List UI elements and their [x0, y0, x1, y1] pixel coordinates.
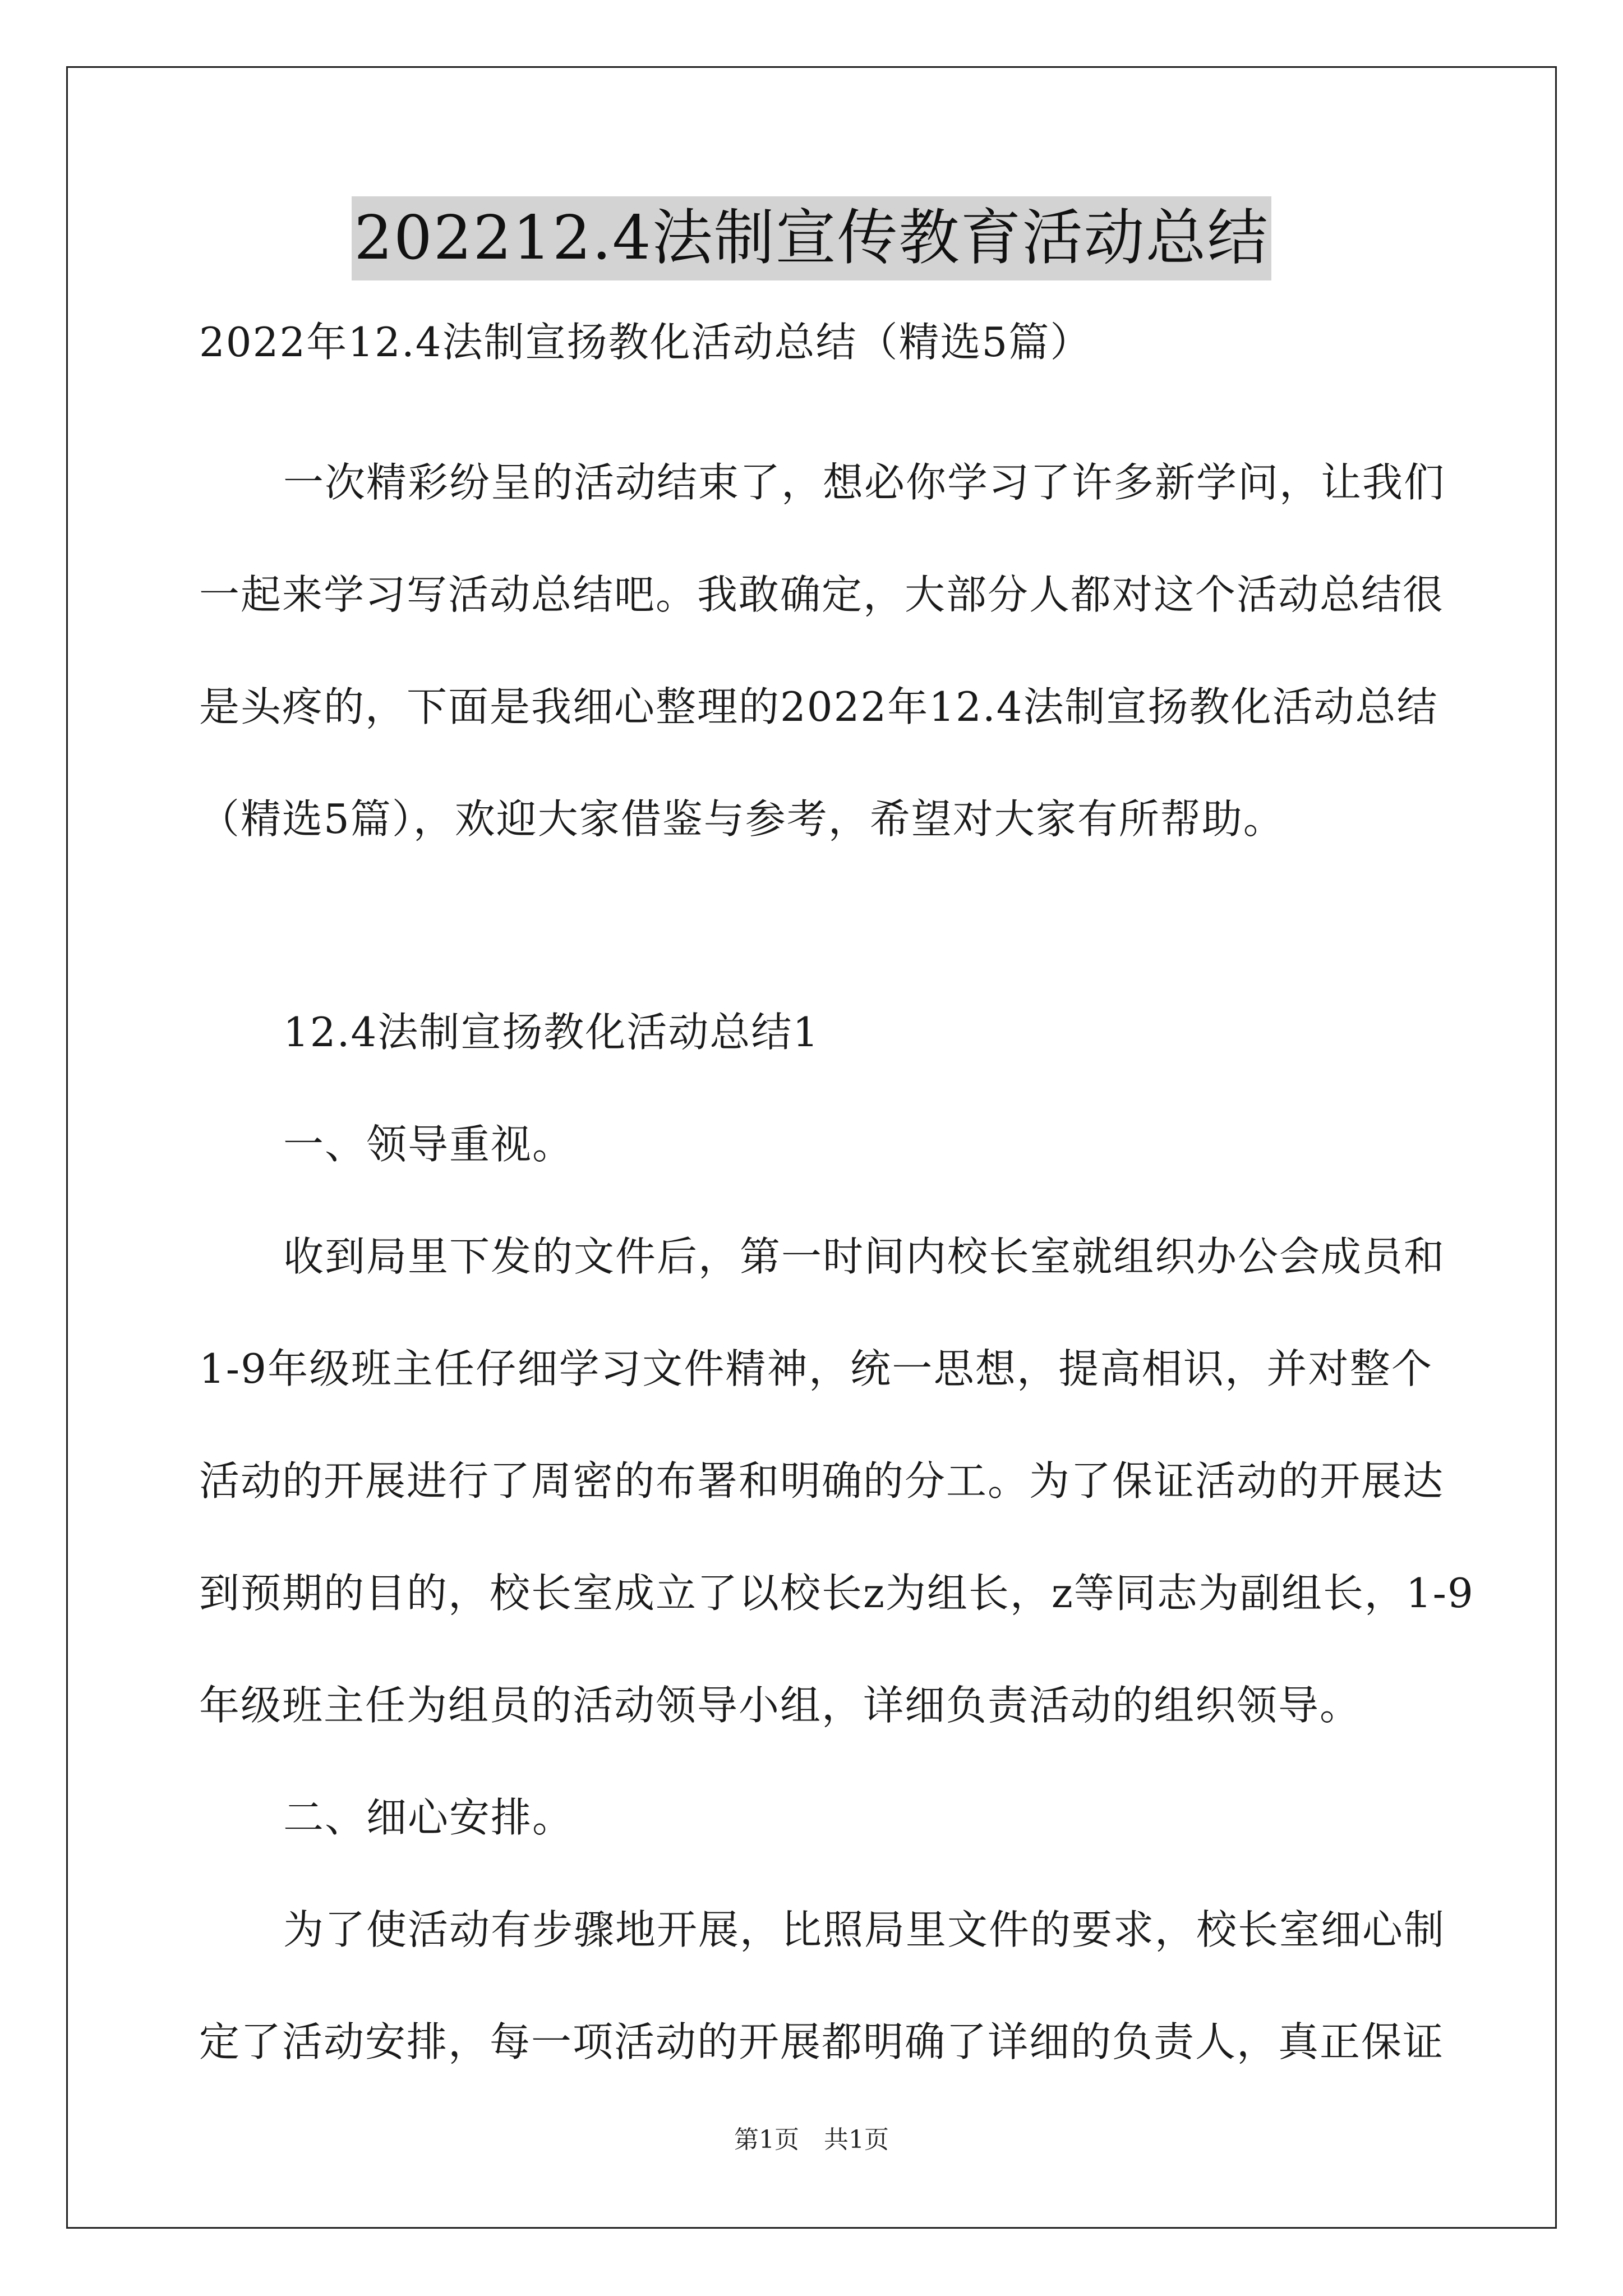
point1-heading: 一、领导重视。: [283, 1121, 574, 1168]
intro-line-2: 一起来学习写活动总结吧。我敢确定，大部分人都对这个活动总结很: [199, 571, 1445, 618]
intro-line-1: 一次精彩纷呈的活动结束了，想必你学习了许多新学问，让我们: [283, 459, 1446, 506]
point1-line-3: 活动的开展进行了周密的布署和明确的分工。为了保证活动的开展达: [199, 1457, 1445, 1504]
intro-line-3: 是头疼的，下面是我细心整理的2022年12.4法制宣扬教化活动总结: [199, 683, 1438, 730]
title-container: [0, 196, 1623, 280]
document-title: 202212.4法制宣传教育活动总结: [352, 196, 1271, 280]
point2-heading: 二、细心安排。: [283, 1794, 574, 1841]
section-heading: 12.4法制宣扬教化活动总结1: [283, 1009, 820, 1056]
point2-line-1: 为了使活动有步骤地开展，比照局里文件的要求，校长室细心制: [283, 1906, 1446, 1953]
document-subtitle: 2022年12.4法制宣扬教化活动总结（精选5篇）: [199, 319, 1092, 366]
point1-line-1: 收到局里下发的文件后，第一时间内校长室就组织办公会成员和: [283, 1233, 1446, 1280]
point1-line-5: 年级班主任为组员的活动领导小组，详细负责活动的组织领导。: [199, 1682, 1362, 1729]
page-footer: 第1页 共1页: [734, 2125, 889, 2154]
point2-line-2: 定了活动安排，每一项活动的开展都明确了详细的负责人，真正保证: [199, 2018, 1445, 2065]
point1-line-2: 1-9年级班主任仔细学习文件精神，统一思想，提高相识，并对整个: [199, 1345, 1433, 1392]
point1-line-4: 到预期的目的，校长室成立了以校长z为组长，z等同志为副组长，1-9: [199, 1570, 1474, 1617]
intro-line-4: （精选5篇），欢迎大家借鉴与参考，希望对大家有所帮助。: [199, 795, 1285, 843]
